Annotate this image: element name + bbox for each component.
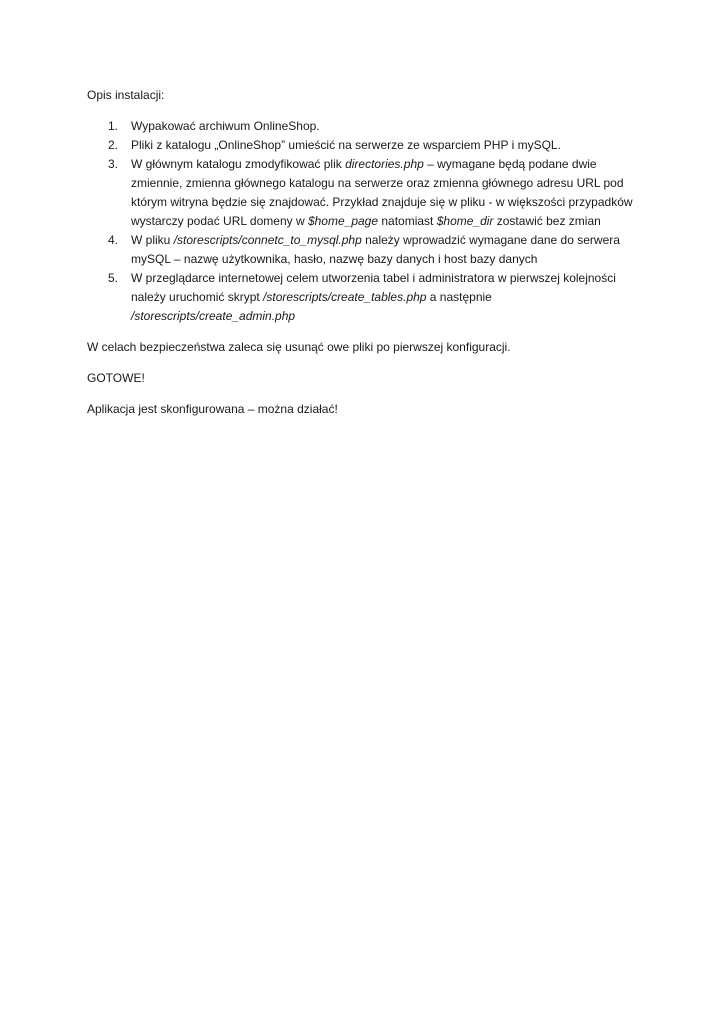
step-text: Wypakować archiwum OnlineShop. xyxy=(131,119,320,133)
step-number: 3. xyxy=(108,157,119,171)
document-body xyxy=(87,86,647,431)
install-step-4 xyxy=(87,231,647,269)
file-path-text: /storescripts/connetc_to_mysql.php xyxy=(173,233,362,247)
step-number: 2. xyxy=(108,138,119,152)
step-text: W przeglądarce internetowej celem utworzenia tabel i administratora w pierwszej kolejności należy uruchomić skrypt xyxy=(131,271,616,304)
step-text: należy wprowadzić wymagane dane do serwera mySQL – nazwę użytkownika, hasło, nazwę bazy danych i host bazy danych xyxy=(131,233,620,266)
step-text: Pliki z katalogu „OnlineShop” umieścić na serwerze ze wsparciem PHP i mySQL. xyxy=(131,138,561,152)
file-path-text: $home_dir xyxy=(436,214,494,228)
step-text: zostawić bez zmian xyxy=(493,214,601,228)
file-path-text: /storescripts/create_admin.php xyxy=(131,309,296,323)
file-path-text: /storescripts/create_tables.php xyxy=(263,290,427,304)
install-step-1 xyxy=(87,117,647,136)
step-text: a następnie xyxy=(426,290,492,304)
file-path-text: directories.php xyxy=(345,157,424,171)
install-step-3 xyxy=(87,155,647,231)
install-heading: Opis instalacji: xyxy=(87,88,165,102)
step-text: W pliku xyxy=(131,233,174,247)
step-text: W głównym katalogu zmodyfikować plik xyxy=(131,157,346,171)
step-number: 4. xyxy=(108,233,119,247)
step-number: 5. xyxy=(108,271,119,285)
install-steps-list xyxy=(87,117,647,326)
file-path-text: $home_page xyxy=(307,214,379,228)
step-text: natomiast xyxy=(378,214,437,228)
security-note: W celach bezpieczeństwa zaleca się usunąć owe pliki po pierwszej konfiguracji. xyxy=(87,340,511,354)
final-note: Aplikacja jest skonfigurowana – można działać! xyxy=(87,402,338,416)
install-step-5 xyxy=(87,269,647,326)
done-label: GOTOWE! xyxy=(87,371,145,385)
step-text: – wymagane będą podane dwie zmiennie, zmienna głównego katalogu na serwerze oraz zmienna głównego adresu URL pod którym witryna będzie się znajdować. Przykład znajduje się w pliku - w większości przypadków wystarczy podać URL domeny w xyxy=(131,157,633,228)
step-number: 1. xyxy=(108,119,119,133)
install-step-2 xyxy=(87,136,647,155)
